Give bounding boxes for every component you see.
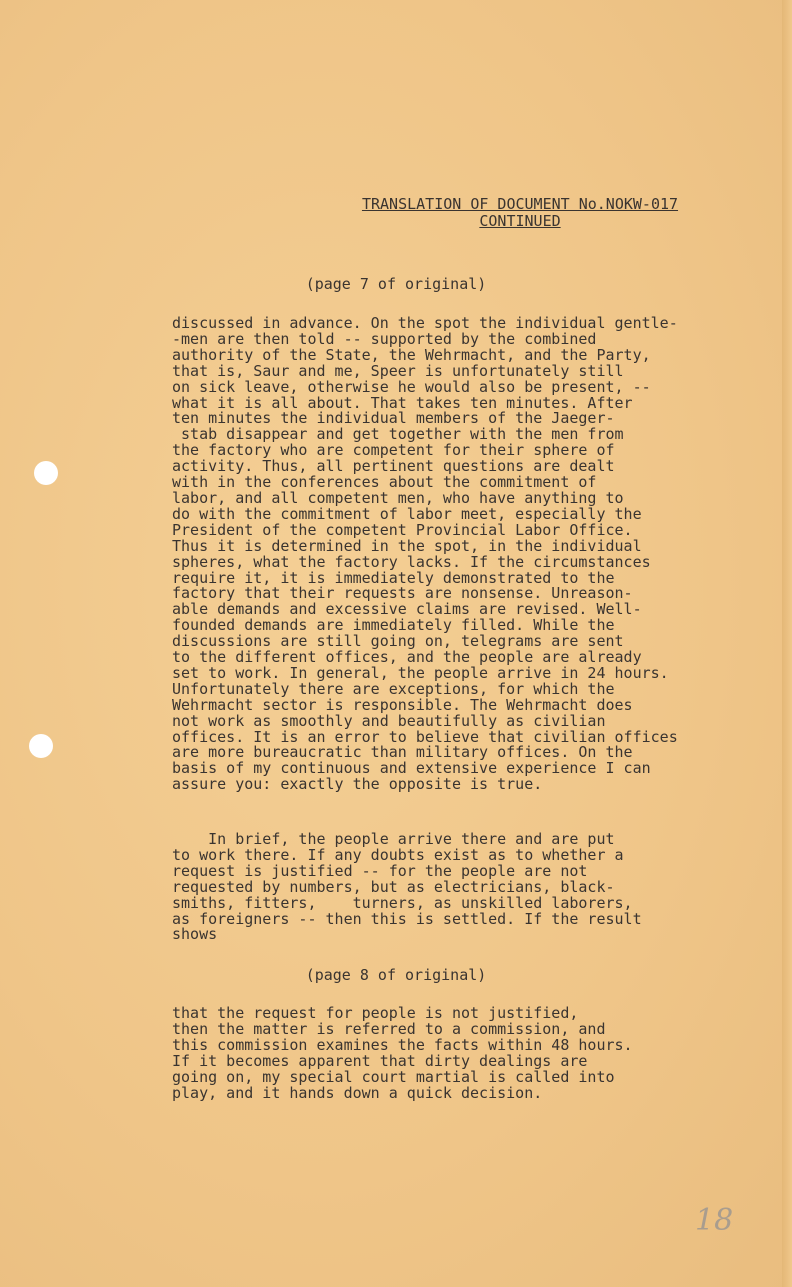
paragraph-2: In brief, the people arrive there and are put to work there. If any doubts exist as to whether a request is justified -- for the people are not requested by numbers, but as electricians, black- smiths, fitters, turners, as unskilled laborers, as foreigners -- then this is settled. If the result shows (172, 830, 642, 944)
handwritten-folio-number: 18 (695, 1203, 734, 1238)
punch-hole-bottom (29, 734, 53, 758)
header-continued: CONTINUED (479, 212, 561, 230)
paragraph-1: discussed in advance. On the spot the individual gentle- -men are then told -- supported by the combined authority of the State, the Wehrmacht, and the Party, that is, Saur and me, Speer is unfortunately still on sick leave, otherwise he would also be present, -- what it is all about. That takes ten minutes. After ten minutes the individual members of the Jaeger- stab disappear and get together with the men from the factory who are competent for their sphere of activity. Thus, all pertinent questions are dealt with in the conferences about the commitment of labor, and all competent men, who have anything to do with the commitment of labor meet, especially the President of the competent Provincial Labor Office. Thus it is determined in the spot, in the individual spheres, what the factory lacks. If the circumstances require it, it is immediately demonstrated to the factory that their requests are nonsense. Unreason- able demands and excessive claims are revised. Well- founded demands are immediately filled. While the discussions are still going on, telegrams are sent to the different offices, and the people are already set to work. In general, the people arrive in 24 hours. Unfortunately there are exceptions, for which the Wehrmacht sector is responsible. The Wehrmacht does not work as smoothly and beautifully as civilian offices. It is an error to believe that civilian offices are more bureaucratic than military offices. On the basis of my continuous and extensive experience I can assure you: exactly the opposite is true. (172, 314, 678, 794)
document-header (330, 196, 710, 230)
paragraph-3: that the request for people is not justified, then the matter is referred to a commission, and this commission examines the facts within 48 hours. If it becomes apparent that dirty dealings are going on, my special court martial is called into play, and it hands down a quick decision. (172, 1004, 633, 1102)
page-marker-7: (page 7 of original) (305, 275, 487, 293)
page-edge (782, 0, 792, 1287)
header-title: TRANSLATION OF DOCUMENT No.NOKW-017 (361, 195, 679, 213)
page-marker-8: (page 8 of original) (305, 966, 487, 984)
punch-hole-top (34, 461, 58, 485)
